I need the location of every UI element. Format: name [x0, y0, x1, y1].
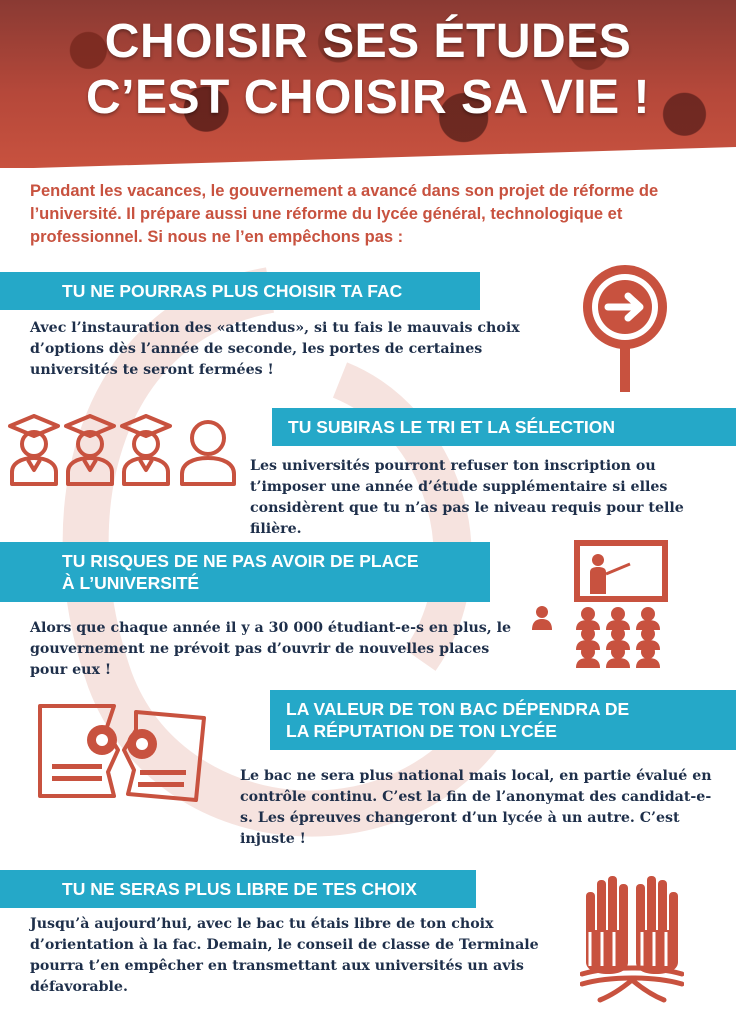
intro-paragraph: Pendant les vacances, le gouvernement a avancé dans son projet de réforme de l’université. Il prépare aussi une réforme du lycée général, technologique et professionnel. Si nous ne l’en empêchons pas :: [30, 182, 659, 246]
header-slant-edge: [0, 147, 736, 168]
title-line-2: C’EST CHOISIR SA VIE !: [86, 71, 650, 124]
tied-hands-icon: [580, 870, 684, 1004]
section-4-text: Le bac ne sera plus national mais local, en partie évalué en contrôle continu. C’est la fin de l’anonymat des candidat-e-s. Les épreuves changeront d’un lycée à un autre. C’est injuste !: [240, 768, 712, 847]
torn-diploma-icon: [36, 700, 208, 804]
section-1-heading: [0, 272, 480, 310]
page-title: [0, 14, 736, 126]
section-4-heading-line-2: LA RÉPUTATION DE TON LYCÉE: [286, 721, 557, 741]
section-4-heading-line-1: LA VALEUR DE TON BAC DÉPENDRA DE: [286, 699, 630, 719]
section-4-heading: [270, 690, 736, 750]
section-2-heading: [272, 408, 736, 446]
section-5-text: Jusqu’à aujourd’hui, avec le bac tu étais libre de ton choix d’orientation à la fac. Demain, le conseil de classe de Terminale pourra t’en empêcher en transmettant aux universités un avis défavorable.: [30, 916, 539, 995]
section-2-heading-text: TU SUBIRAS LE TRI ET LA SÉLECTION: [288, 417, 615, 437]
header-banner: [0, 0, 736, 168]
graduates-icon: [6, 414, 250, 486]
section-5-heading: [0, 870, 476, 908]
title-line-1: CHOISIR SES ÉTUDES: [104, 15, 632, 68]
section-3-heading: [0, 542, 490, 602]
section-3-heading-line-2: À L’UNIVERSITÉ: [62, 573, 200, 593]
section-1-heading-text: TU NE POURRAS PLUS CHOISIR TA FAC: [62, 281, 403, 301]
section-3-text: Alors que chaque année il y a 30 000 étudiant-e-s en plus, le gouvernement ne prévoit pas d’ouvrir de nouvelles places pour eux !: [30, 620, 512, 678]
no-entry-sign-icon: [580, 262, 670, 394]
lecture-hall-icon: [528, 538, 672, 670]
section-1-text: Avec l’instauration des «attendus», si tu fais le mauvais choix d’options dès l’année de seconde, les portes de certaines universités te seront fermées !: [30, 320, 520, 378]
section-3-heading-line-1: TU RISQUES DE NE PAS AVOIR DE PLACE: [62, 551, 419, 571]
section-2-text: Les universités pourront refuser ton inscription ou t’imposer une année d’étude supplémentaire si elles considèrent que tu n’as pas le niveau requis pour telle filière.: [250, 458, 684, 537]
section-5-heading-text: TU NE SERAS PLUS LIBRE DE TES CHOIX: [62, 879, 417, 899]
